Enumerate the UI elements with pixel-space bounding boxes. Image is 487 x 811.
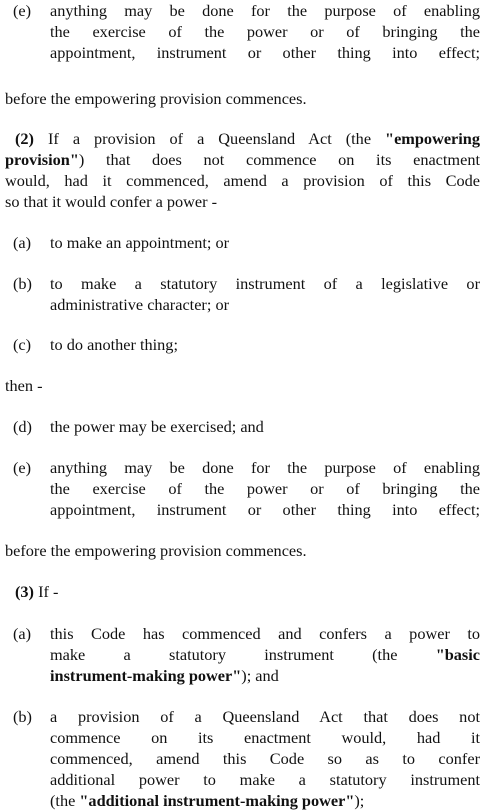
item-line: commence on its enactment would, had it xyxy=(50,728,480,747)
item-line: commenced, amend this Code so as to confer xyxy=(50,749,480,768)
item-line xyxy=(50,790,480,811)
item-text xyxy=(50,457,480,520)
item-label: (b) xyxy=(13,707,32,726)
item-line: the exercise of the power or of bringing the xyxy=(50,22,480,41)
item-label: (a) xyxy=(13,233,32,252)
item-line: appointment, instrument or other thing into effect; xyxy=(50,500,480,519)
item-line: additional power to make a statutory instrument xyxy=(50,770,480,789)
item-line: anything may be done for the purpose of enabling xyxy=(50,1,480,20)
item-text xyxy=(50,623,480,686)
word: instrument xyxy=(264,645,334,664)
subsection-2-line3 xyxy=(5,170,480,191)
defined-term: provision" xyxy=(5,150,79,169)
subsection-text: ) that does not commence on its enactment xyxy=(78,150,480,169)
item-text xyxy=(50,0,480,63)
subsection-3 xyxy=(15,581,480,602)
word: (the xyxy=(372,645,398,664)
item-label: (b) xyxy=(13,274,32,293)
item-label: (a) xyxy=(13,624,32,643)
item-text: to do another thing; xyxy=(50,335,178,354)
subsection-number: (3) xyxy=(15,582,34,601)
item-text: the power may be exercised; and xyxy=(50,417,264,436)
subsection-line xyxy=(5,149,480,170)
item-line xyxy=(50,665,480,686)
defined-term: "basic xyxy=(435,645,481,664)
word: make xyxy=(50,645,86,664)
subsection-2-line4: so that it would confer a power - xyxy=(5,192,218,211)
item-line: this Code has commenced and confers a power to xyxy=(50,624,480,643)
item-line: the exercise of the power or of bringing the xyxy=(50,479,480,498)
item-line xyxy=(50,644,480,665)
item-label: (e) xyxy=(13,458,32,477)
defined-term: "additional instrument-making power" xyxy=(79,791,355,810)
item-text-end: ); xyxy=(354,791,365,810)
then-line: then - xyxy=(5,376,43,395)
word: a xyxy=(123,645,131,664)
item-text: (the xyxy=(50,791,80,810)
item-line: appointment, instrument or other thing into effect; xyxy=(50,43,480,62)
item-label: (e) xyxy=(13,1,32,20)
subsection-2 xyxy=(15,128,480,149)
subsection-2-line2 xyxy=(5,149,480,170)
item-text: to make an appointment; or xyxy=(50,233,230,252)
item-text-end: ); and xyxy=(241,666,279,685)
item-text xyxy=(50,273,480,315)
item-line: administrative character; or xyxy=(50,295,230,314)
closing-paragraph: before the empowering provision commences. xyxy=(5,541,307,560)
subsection-line: would, had it commenced, amend a provision of this Code xyxy=(5,171,480,190)
word: statutory xyxy=(169,645,226,664)
item-text xyxy=(50,706,480,811)
defined-term: "empowering xyxy=(385,129,480,148)
closing-paragraph: before the empowering provision commences. xyxy=(5,89,307,108)
item-line: a provision of a Queensland Act that does not xyxy=(50,707,480,726)
subsection-text: If - xyxy=(38,582,59,601)
item-label: (d) xyxy=(13,417,32,436)
subsection-line xyxy=(15,128,480,149)
item-line: anything may be done for the purpose of enabling xyxy=(50,458,480,477)
defined-term: instrument-making power" xyxy=(50,666,242,685)
subsection-number: (2) xyxy=(15,129,34,148)
subsection-text: If a provision of a Queensland Act (the xyxy=(47,129,386,148)
item-line: to make a statutory instrument of a legislative or xyxy=(50,274,480,293)
item-label: (c) xyxy=(13,335,32,354)
